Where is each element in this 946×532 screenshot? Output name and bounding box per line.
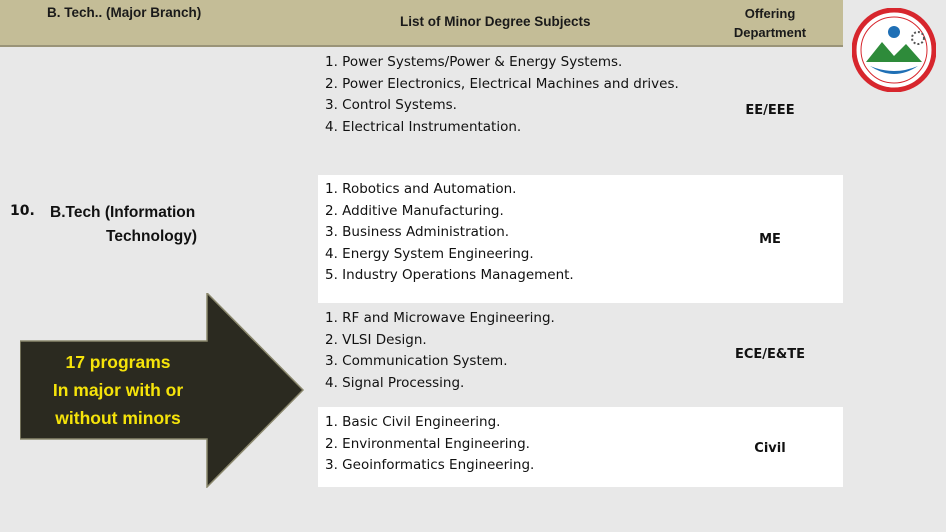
callout-line: without minors [55, 408, 181, 428]
column-header-department-line1: Offering [744, 6, 796, 21]
minor-block-ece [318, 303, 843, 407]
callout-text [20, 348, 216, 432]
subject-item: 5. Industry Operations Management. [325, 267, 574, 283]
callout-line: In major with or [52, 380, 184, 400]
minor-block-civil [318, 407, 843, 487]
minor-block-me [318, 175, 843, 303]
subject-item: 1. RF and Microwave Engineering. [325, 310, 555, 326]
subject-item: 2. Additive Manufacturing. [325, 202, 504, 219]
subject-list [325, 52, 679, 138]
subject-item: 4. Energy System Engineering. [325, 245, 534, 262]
university-seal-logo [852, 8, 936, 92]
offering-department: Civil [754, 441, 786, 456]
subject-item: 2. Power Electronics, Electrical Machines and drives. [325, 75, 679, 92]
footer-strip [0, 487, 946, 532]
subject-list [325, 308, 555, 394]
subject-item: 1. Robotics and Automation. [325, 181, 517, 197]
subject-list [325, 179, 574, 287]
subject-item: 3. Geoinformatics Engineering. [325, 457, 535, 473]
major-branch-name-line2: Technology) [106, 228, 197, 245]
offering-department: ME [759, 232, 781, 247]
column-header-department-line2: Department [733, 25, 807, 40]
subject-list [325, 412, 534, 477]
offering-department: EE/EEE [745, 103, 795, 118]
offering-department: ECE/E&TE [734, 347, 805, 362]
subject-item: 4. Electrical Instrumentation. [325, 118, 522, 135]
column-header-minor-subjects: List of Minor Degree Subjects [400, 14, 591, 29]
subject-item: 4. Signal Processing. [325, 374, 465, 391]
subject-item: 2. Environmental Engineering. [325, 435, 530, 452]
subject-item: 1. Power Systems/Power & Energy Systems. [325, 54, 623, 70]
minor-block-ee [318, 47, 843, 175]
subject-item: 3. Control Systems. [325, 97, 457, 113]
table-header [0, 0, 843, 47]
subject-item: 1. Basic Civil Engineering. [325, 414, 501, 430]
major-branch-name-line1: B.Tech (Information [50, 204, 196, 221]
subject-item: 3. Communication System. [325, 353, 508, 369]
major-branch-name [50, 201, 197, 249]
callout-line: 17 programs [65, 352, 171, 372]
column-header-major-branch: B. Tech.. (Major Branch) [47, 5, 202, 20]
column-header-department [722, 4, 818, 42]
row-serial-number: 10. [10, 203, 35, 219]
subject-item: 3. Business Administration. [325, 224, 510, 240]
subject-item: 2. VLSI Design. [325, 331, 427, 348]
